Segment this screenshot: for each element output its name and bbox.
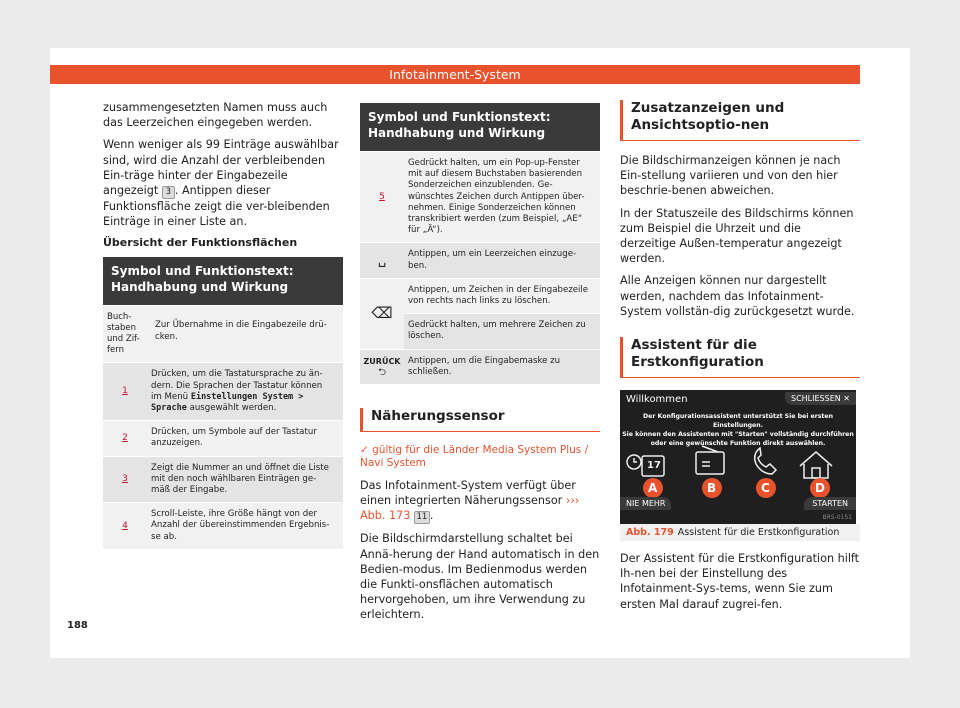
table-row (360, 242, 600, 277)
row-text: Antippen, um ein Leerzeichen einzuge-ben. (408, 249, 577, 271)
back-arrow-icon: ⮌ (377, 366, 386, 378)
page-header: Infotainment-System (50, 65, 860, 84)
callout-3: 3 (162, 186, 175, 199)
section-heading: Zusatzanzeigen und Ansichtsoptio-nen (620, 100, 860, 141)
paragraph: zusammengesetzten Namen muss auch das Leerzeichen eingegeben werden. (103, 101, 328, 130)
paragraph: Die Bildschirmdarstellung schaltet bei Annä-herung der Hand automatisch in den Bedien-modus. Im Bedienmodus werden die Funkti-onsflächen automatisch hervorgehoben, um ihre Verwendung zu erleichtern. (360, 532, 600, 622)
paragraph: In der Statuszeile des Bildschirms können zum Beispiel die Uhrzeit und die derzeitige Außen-temperatur angezeigt werden. (620, 206, 854, 266)
validity-note: ✓ gültig für die Länder Media System Plus / Navi System (360, 444, 589, 470)
paragraph: Das Infotainment-System verfügt über einen integrierten Näherungssensor ››› Abb. 173 11 . (360, 479, 580, 523)
row-symbol (103, 457, 147, 503)
table-row (103, 420, 343, 455)
callout-11: 11 (414, 511, 430, 524)
callout-letter: C (761, 481, 770, 496)
figure-text: Sie können den Assistenten mit "Starten" vollständig durchführen (622, 431, 854, 439)
row-text: Zeigt die Nummer an und öffnet die Liste mit den noch wählbaren Einträgen ge-mäß der Eingabe. (151, 462, 329, 496)
row-text: Zur Übernahme in die Eingabezeile drü-cken. (155, 320, 327, 342)
callout-3: 3 (122, 473, 128, 484)
section-heading: Assistent für die Erstkonfiguration (620, 337, 860, 378)
callout-letter: A (648, 481, 658, 496)
column-1 (103, 100, 343, 549)
close-button[interactable]: SCHLIESSEN ✕ (785, 392, 856, 405)
callout-letter: B (707, 481, 717, 496)
table-header: Symbol und Funktionstext: Handhabung und Wirkung (360, 103, 600, 151)
row-symbol (360, 152, 404, 242)
table-header: Symbol und Funktionstext: Handhabung und Wirkung (103, 257, 343, 305)
paragraph: Alle Anzeigen können nur dargestellt werden, nachdem das Infotainment-System vollstän-dig zurückgesetzt wurde. (620, 274, 855, 318)
callout-5: 5 (379, 191, 385, 202)
figure-title: Willkommen (626, 394, 688, 406)
row-text: Scroll-Leiste, ihre Größe hängt von der Anzahl der übereinstimmenden Ergebnis-se ab. (151, 509, 330, 542)
row-text: Gedrückt halten, um ein Pop-up-Fenster mit auf diesem Buchstaben basierenden Sonderzeichen einzublenden. Ge-wünschtes Zeichen durch Antippen über-nehmen. Einige Sonderzeichen können transkribiert werden (zum Beispiel, „AE“ für „Ä“). (408, 158, 585, 236)
callout-4: 4 (122, 520, 128, 531)
table-row (103, 502, 343, 549)
row-text: Drücken, um die Tastatursprache zu än-dern. Die Sprachen der Tastatur können im Menü Einstellungen System > Sprache ausgewählt werden. (151, 369, 323, 414)
paragraph: Die Bildschirmanzeigen können je nach Ein-stellung variieren und von den hier beschrie-benen abweichen. (620, 154, 841, 198)
row-symbol (103, 503, 147, 549)
row-text: Antippen, um die Eingabemaske zu schließen. (408, 355, 561, 377)
row-text: Gedrückt halten, um mehrere Zeichen zu löschen. (404, 313, 600, 348)
row-text: Antippen, um Zeichen in der Eingabezeile von rechts nach links zu löschen. (408, 284, 589, 307)
backspace-icon: ⌫ (371, 304, 393, 323)
figure-caption: Abb. 179 Assistent für die Erstkonfiguration (620, 524, 860, 541)
start-button[interactable]: STARTEN (804, 497, 856, 510)
paragraph: Wenn weniger als 99 Einträge auswählbar sind, wird die Anzahl der verbleibenden Ein-träge hinter der Eingabezeile angezeigt 3 . Antippen dieser Funktionsfläche zeigt die ver-bleibenden Einträge in einer Liste an. (103, 138, 339, 229)
row-symbol: Buch-staben und Zif-fern (107, 312, 140, 356)
callout-letter: D (815, 481, 825, 496)
callout-2: 2 (122, 432, 128, 443)
never-again-button[interactable]: NIE MEHR (620, 497, 671, 510)
row-symbol (103, 421, 147, 455)
page-number: 188 (67, 620, 88, 631)
paragraph: Der Assistent für die Erstkonfiguration hilft Ih-nen bei der Einstellung des Infotainment-Sys-tems, wenn Sie zum ersten Mal darauf zugrei-fen. (620, 552, 860, 611)
table-row (360, 151, 600, 242)
table-row (103, 456, 343, 503)
figure-link[interactable]: ››› Abb. 173 (360, 494, 580, 523)
figure-text: oder eine gewünschte Funktion direkt auswählen. (650, 440, 826, 448)
row-symbol (103, 363, 147, 420)
calendar-day: 17 (647, 460, 661, 472)
table-row (103, 362, 343, 420)
section-heading: Näherungssensor (360, 408, 600, 432)
figure-code: BRS-0151 (822, 514, 852, 522)
table-row (360, 278, 600, 349)
subheading: Übersicht der Funktionsflächen (103, 236, 298, 250)
table-row (360, 349, 600, 384)
column-3 (620, 100, 860, 619)
callout-1: 1 (122, 386, 128, 397)
row-symbol: ZURÜCK ⮌ (363, 356, 401, 378)
table-row (103, 305, 343, 362)
figure-text: Der Konfigurationsassistent unterstützt Sie bei ersten Einstellungen. (642, 413, 833, 430)
column-2 (360, 100, 600, 630)
setup-assistant-figure (620, 390, 856, 524)
space-icon: ␣ (377, 253, 387, 269)
row-text: Drücken, um Symbole auf der Tastatur anzuzeigen. (151, 427, 317, 449)
